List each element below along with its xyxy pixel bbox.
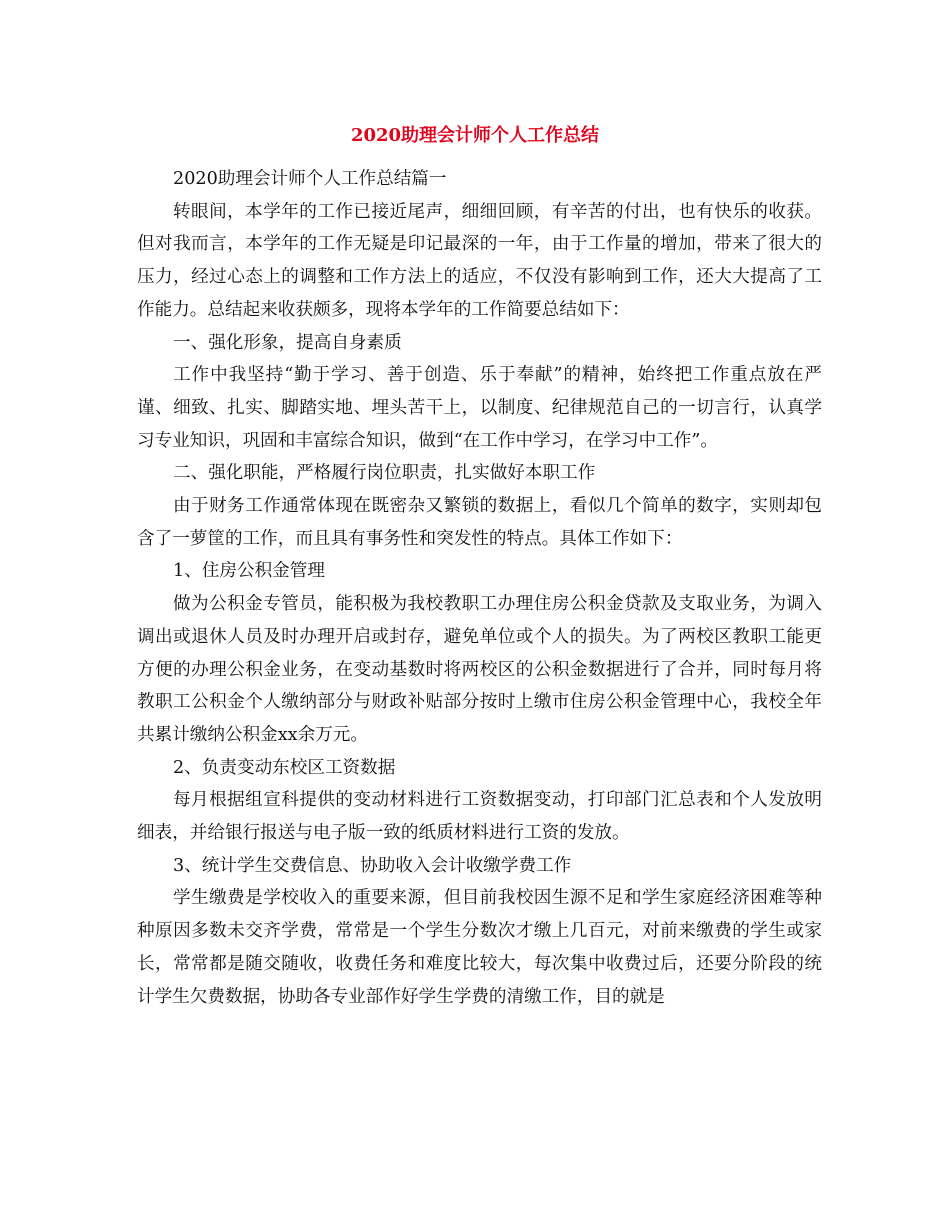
document-body — [137, 163, 822, 1013]
paragraph-work-spirit: 工作中我坚持“勤于学习、善于创造、乐于奉献”的精神，始终把工作重点放在严谨、细致、扎实、脚踏实地、埋头苦干上，以制度、纪律规范自己的一切言行，认真学习专业知识，巩固和丰富综合知识，做到“在工作中学习，在学习中工作”。 — [137, 365, 822, 451]
document-title: 2020助理会计师个人工作总结 — [350, 125, 600, 146]
paragraph-tuition-stats: 学生缴费是学校收入的重要来源，但目前我校因生源不足和学生家庭经济困难等种种原因多数未交齐学费，常常是一个学生分数次才缴上几百元，对前来缴费的学生或家长，常常都是随交随收，收费任务和难度比较大，每次集中收费过后，还要分阶段的统计学生欠费数据，协助各专业部作好学生学费的清缴工作，目的就是 — [137, 888, 822, 1007]
heading-strengthen-image: 一、强化形象，提高自身素质 — [173, 332, 402, 353]
heading-tuition-stats: 3、统计学生交费信息、协助收入会计收缴学费工作 — [173, 855, 572, 876]
heading-salary-data: 2、负责变动东校区工资数据 — [173, 757, 396, 778]
heading-housing-fund: 1、住房公积金管理 — [173, 561, 325, 582]
paragraph-salary-data: 每月根据组宣科提供的变动材料进行工资数据变动，打印部门汇总表和个人发放明细表，并给银行报送与电子版一致的纸质材料进行工资的发放。 — [137, 790, 822, 844]
paragraph-housing-fund: 做为公积金专管员，能积极为我校教职工办理住房公积金贷款及支取业务，为调入调出或退休人员及时办理开启或封存，避免单位或个人的损失。为了两校区教职工能更方便的办理公积金业务，在变动基数时将两校区的公积金数据进行了合并，同时每月将教职工公积金个人缴纳部分与财政补贴部分按时上缴市住房公积金管理中心，我校全年共累计缴纳公积金xx余万元。 — [137, 594, 822, 745]
heading-strengthen-function: 二、强化职能，严格履行岗位职责，扎实做好本职工作 — [173, 463, 596, 484]
section-title: 2020助理会计师个人工作总结篇一 — [173, 169, 447, 189]
paragraph-finance-work: 由于财务工作通常体现在既密杂又繁锁的数据上，看似几个简单的数字，实则却包含了一萝筐的工作，而且具有事务性和突发性的特点。具体工作如下： — [137, 496, 822, 549]
intro-paragraph: 转眼间，本学年的工作已接近尾声，细细回顾，有辛苦的付出，也有快乐的收获。但对我而言，本学年的工作无疑是印记最深的一年，由于工作量的增加，带来了很大的压力，经过心态上的调整和工作方法上的适应，不仅没有影响到工作，还大大提高了工作能力。总结起来收获颇多，现将本学年的工作简要总结如下： — [137, 201, 822, 320]
